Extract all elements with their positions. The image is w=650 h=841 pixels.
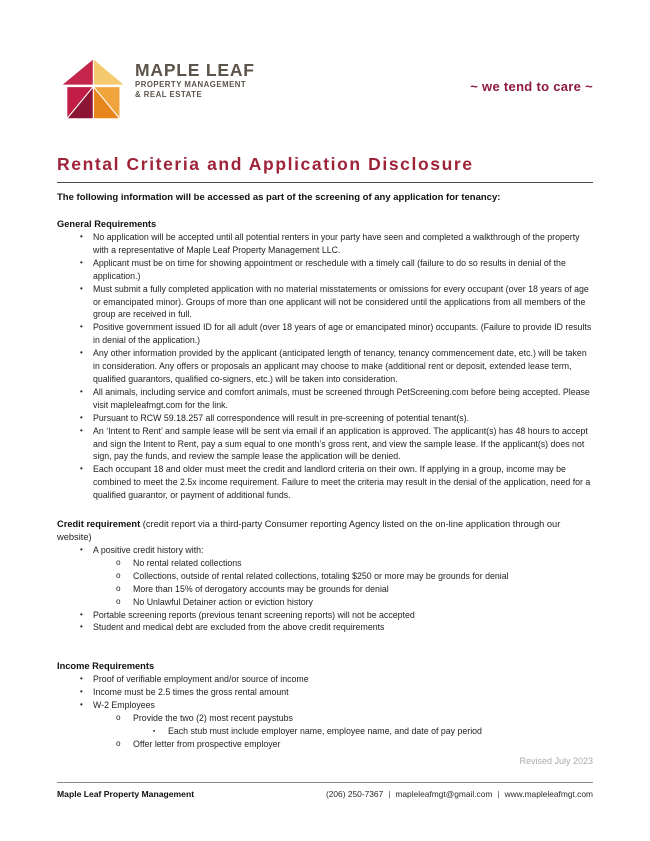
section-heading-bold: Credit requirement [57,519,141,530]
brand-subtitle-line1: PROPERTY MANAGEMENT [135,80,247,89]
list-item-text: Student and medical debt are excluded from the above credit requirements [93,622,385,633]
bullet-marker: o [116,570,121,580]
list-item [57,621,593,634]
brand-text [135,57,255,100]
footer-company-name: Maple Leaf Property Management [57,789,195,799]
list-item [57,712,593,725]
brand-name: MAPLE LEAF [135,60,255,80]
footer-website: www.mapleleafmgt.com [504,789,593,799]
bullet-marker: o [116,596,121,606]
bullet-marker: • [80,386,83,396]
bullet-marker: • [80,545,83,555]
list-item-text: Each occupant 18 and older must meet the credit and landlord criteria on their own. If applying in a group, income may be combined to meet the 2.5x income requirement. Failure to meet the criteria may result in the denial of the application, need for a qualified guarantor, or payment of additional funds. [93,464,591,501]
bullet-marker: o [116,557,121,567]
bullet-marker: • [80,674,83,684]
section-heading [57,660,593,673]
bullet-marker: • [80,232,83,241]
list-item-text: No rental related collections [133,557,242,568]
list-item-text: All animals, including service and comfort animals, must be screened through PetScreening.com before being accepted. Please visit mapleleafmgt.com for the link. [93,386,590,410]
brand-subtitle-line2: & REAL ESTATE [135,90,203,99]
page-footer [57,782,593,799]
bullet-marker: • [80,348,83,358]
maple-leaf-house-logo-icon [57,57,127,119]
list-item-text: Income must be 2.5 times the gross rental amount [93,687,289,698]
list-item [57,321,593,347]
logo-roof-right [93,59,125,86]
section-heading-bold: General Requirements [57,219,157,229]
list-item [57,699,593,712]
bullet-marker: • [80,609,83,619]
list-item [57,596,593,609]
list-item [57,725,593,738]
bullet-marker: • [80,622,83,632]
brand-tagline: ~ we tend to care ~ [470,79,593,94]
section [57,218,593,502]
sections-container [57,218,593,751]
title-rule [57,182,593,183]
bullet-marker: o [116,583,121,593]
list-item [57,738,593,751]
list-item [57,570,593,583]
bullet-marker: o [116,713,121,723]
bullet-marker: • [80,464,83,474]
bullet-marker: o [116,738,121,748]
list-item [57,425,593,464]
list-item-text: Any other information provided by the applicant (anticipated length of tenancy, tenancy commencement date, etc.) will be taken in consideration. Any offers or proposals an applicant may choose to make (additional rent or deposit, extended lease term, qualified guarantors, qualified co-signers, etc.) will be taken into consideration. [93,348,587,384]
list-item-text: Offer letter from prospective employer [133,738,281,749]
list-item-text: No application will be accepted until all potential renters in your party have seen and completed a walkthrough of the property with a representative of Maple Leaf Property Management LLC. [93,232,580,255]
list-item-text: Portable screening reports (previous tenant screening reports) will not be accepted [93,609,415,620]
list-item [57,347,593,386]
section [57,660,593,750]
bullet-marker: • [80,412,83,422]
brand-block [57,57,255,119]
list-item [57,412,593,425]
list-item [57,257,593,283]
list-item [57,231,593,257]
bullet-marker: • [80,700,83,710]
list-item-text: Positive government issued ID for all adult (over 18 years of age or emancipated minor) occupants. (Failure to provide ID results in denial of the application.) [93,322,592,346]
bullet-marker: ▪ [153,727,156,735]
list-item [57,557,593,570]
list-item [57,283,593,322]
section [57,518,593,634]
footer-email: mapleleafmgt@gmail.com [395,789,493,799]
list-item [57,463,593,502]
list-item-text: A positive credit history with: [93,545,204,556]
bullet-marker: • [80,425,83,435]
list-item-text: Pursuant to RCW 59.18.257 all correspondence will result in pre-screening of potential tenant(s). [93,412,470,423]
list-item [57,609,593,622]
intro-text: The following information will be accessed as part of the screening of any application for tenancy: [57,192,501,203]
page-title: Rental Criteria and Application Disclosure [57,154,474,174]
list-item-text: No Unlawful Detainer action or eviction history [133,596,313,607]
revision-note: Revised July 2023 [519,755,593,766]
list-item [57,544,593,557]
list-item-text: Proof of verifiable employment and/or source of income [93,674,309,685]
footer-contact-info [326,789,593,799]
list-item-text: Must submit a fully completed application with no material misstatements or omissions for every occupant (over 18 years of age or emancipated minor). Groups of more than one applicant will not be considered until the applications from all members of the group are received in full. [93,283,589,320]
section-heading [57,518,593,544]
list-item-text: Applicant must be on time for showing appointment or reschedule with a timely call (failure to do so results in denial of the application.) [93,257,566,281]
bullet-marker: • [80,322,83,332]
list-item [57,686,593,699]
bullet-marker: • [80,687,83,697]
list-item-text: W-2 Employees [93,700,155,711]
section-heading-rest: (credit report via a third-party Consumer reporting Agency listed on the on-line application through our website) [57,519,561,543]
bullet-marker: • [80,283,83,293]
page-header [57,57,593,119]
section-heading [57,218,593,231]
list-item-text: Each stub must include employer name, employee name, and date of pay period [168,726,482,736]
section-heading-bold: Income Requirements [57,661,155,672]
footer-separator: | [388,789,391,799]
list-item-text: An ‘Intent to Rent’ and sample lease will be sent via email if an application is approved. The applicant(s) has 48 hours to accept and sign the Intent to Rent, pay a sum equal to one month’s gross rent, and view the sample lease. If the applicant(s) does not sign, pay the funds, and review the sample lease the application will be denied. [93,425,588,462]
footer-separator: | [497,789,500,799]
list-item-text: More than 15% of derogatory accounts may be grounds for denial [133,583,389,594]
logo-roof-left [61,59,93,86]
bullet-marker: • [80,257,83,267]
list-item-text: Collections, outside of rental related collections, totaling $250 or more may be grounds for denial [133,570,509,581]
list-item [57,583,593,596]
list-item [57,673,593,686]
list-item-text: Provide the two (2) most recent paystubs [133,713,293,724]
footer-phone: (206) 250-7367 [325,789,384,799]
list-item [57,386,593,412]
